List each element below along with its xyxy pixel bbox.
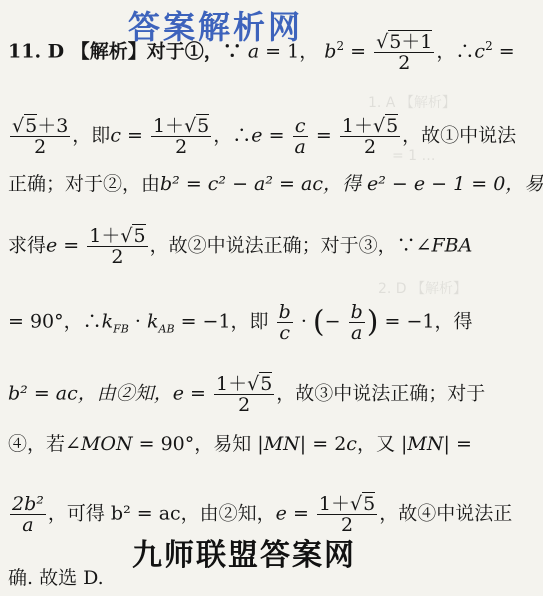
fraction: $\frac{c}{a}$ bbox=[294, 115, 306, 158]
solution-line-4: 求得e = $\frac{1+√5}{2}$ ，故②中说法正确；对于③，∵∠FBA bbox=[8, 225, 473, 268]
fraction: $\frac{1+√5}{2}$ bbox=[89, 225, 146, 268]
solution-line-2: $\frac{√5+3}{2}$ ，即c = $\frac{1+√5}{2}$ ，∴e = $\frac{c}{a}$ = $\frac{1+√5}{2}$ ，故①中说法 bbox=[12, 115, 517, 158]
solution-line-9: 确. 故选 D. bbox=[8, 567, 104, 589]
fraction: $\frac{\text{2b²}}{a}$ bbox=[12, 493, 44, 536]
fraction: $\frac{√5+1}{2}$ bbox=[376, 31, 433, 74]
fraction: $\frac{1+√5}{2}$ bbox=[152, 115, 210, 158]
solution-line-5: = 90°，$\therefore k_{FB} \cdot k_{AB} = -1$，即 $\frac{b}{c}$ · (− $\frac{b}{a}$ ) = −1，得 bbox=[8, 301, 473, 344]
watermark-top: 答案解析网 bbox=[128, 8, 304, 46]
fraction: $\frac{1+√5}{2}$ bbox=[216, 373, 273, 416]
fraction: $\frac{b}{a}$ bbox=[350, 301, 363, 344]
solution-line-6: b² = ac，由②知，e = $\frac{1+√5}{2}$ ，故③中说法正确；对于 bbox=[8, 373, 486, 416]
fraction: $\frac{b}{c}$ bbox=[278, 301, 291, 344]
bleed-through-text: 2. D 【解析】 bbox=[378, 281, 468, 297]
solution-line-7: ④，若∠MON = 90°，易知 |MN| = 2c，又 |MN| = bbox=[8, 433, 472, 455]
bleed-through-text: 1. A 【解析】 bbox=[368, 95, 456, 111]
solution-line-1: 11. D 【解析】对于①，∵ a = 1， $b^2$ = $\frac{√5+1}{2}$ ，$\therefore c^2$ = bbox=[8, 31, 515, 74]
solution-line-8: $\frac{\text{2b²}}{a}$ ，可得 b² = ac，由②知，e = $\frac{1+√5}{2}$ ，故④中说法正 bbox=[12, 493, 513, 536]
watermark-bottom: 九师联盟答案网 bbox=[132, 538, 356, 573]
fraction: $\frac{1+√5}{2}$ bbox=[318, 493, 376, 536]
bleed-through-text: = 1 … bbox=[392, 148, 436, 164]
fraction: $\frac{√5+3}{2}$ bbox=[12, 115, 69, 158]
fraction: $\frac{1+√5}{2}$ bbox=[341, 115, 399, 158]
solution-line-3: 正确；对于②，由b² = c² − a² = ac，得 e² − e − 1 = 0，易 bbox=[8, 173, 543, 195]
